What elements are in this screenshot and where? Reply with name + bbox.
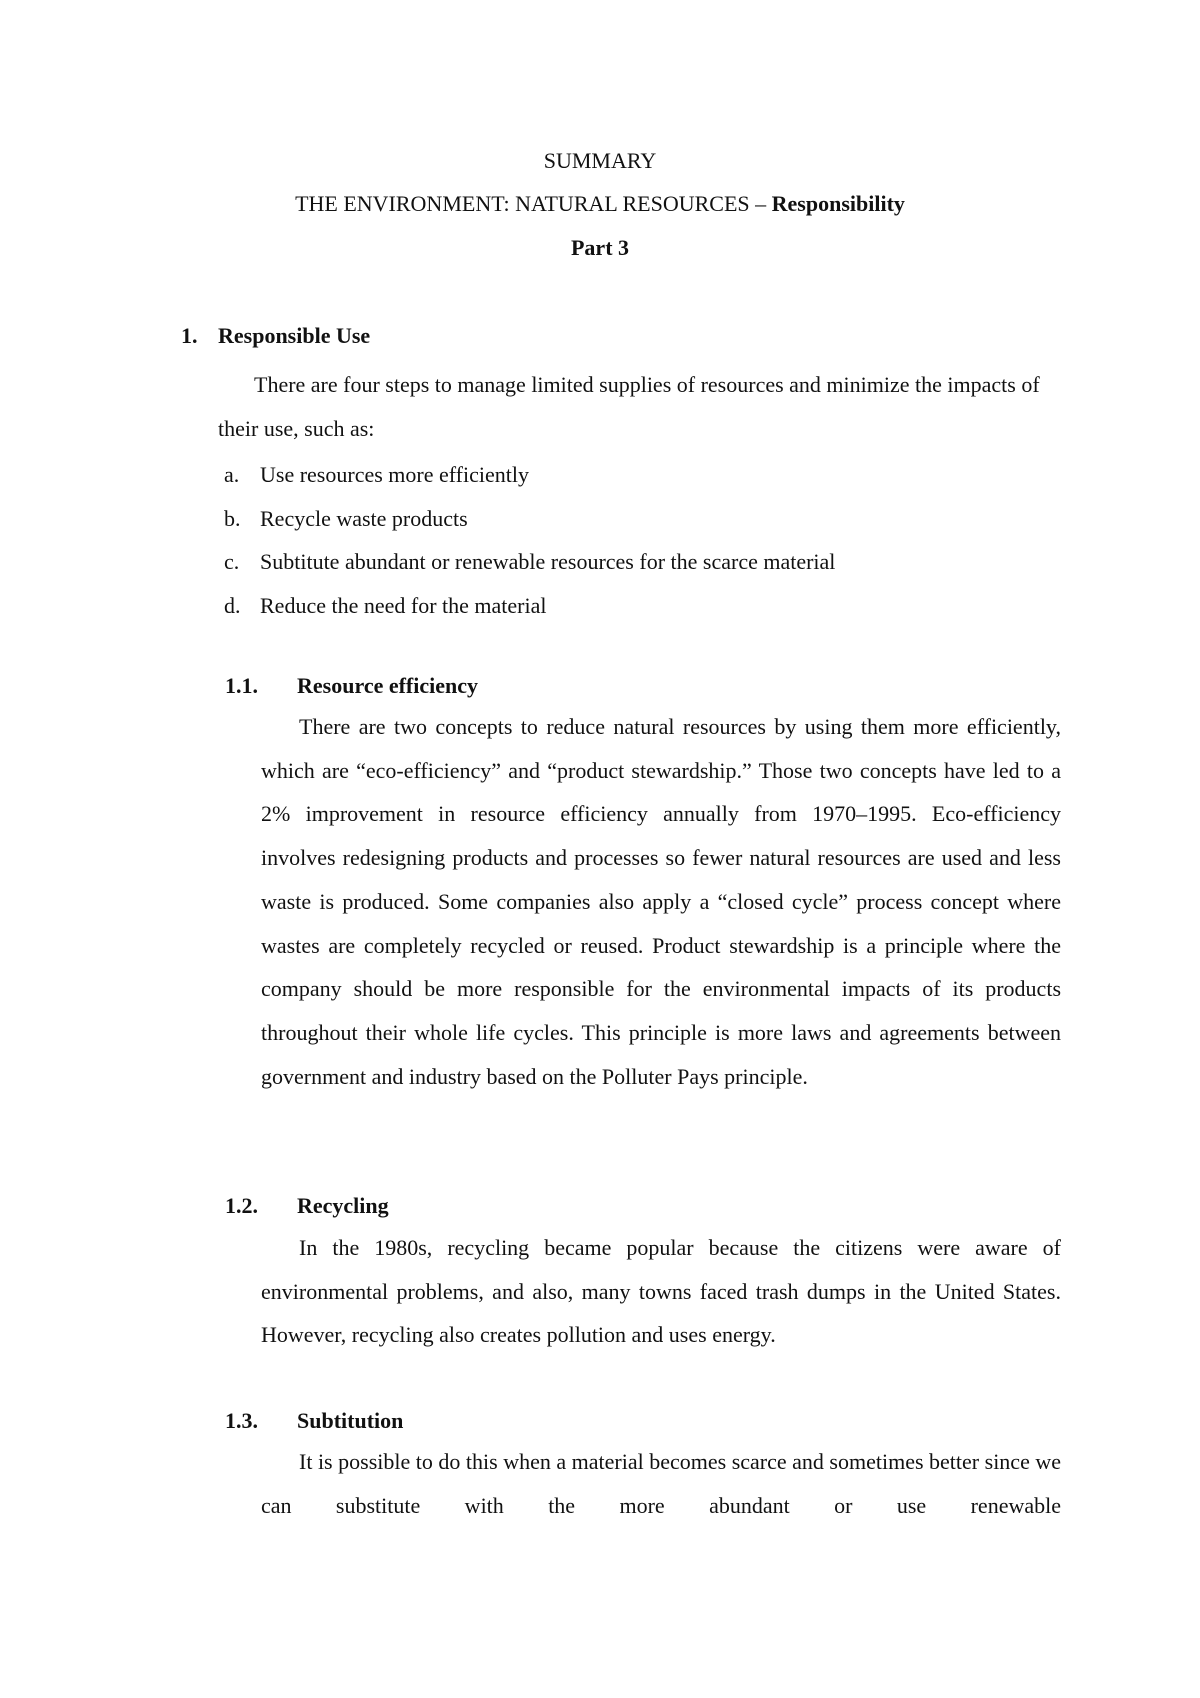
list-item-letter: d.	[224, 592, 241, 618]
resource-efficiency-paragraph: There are two concepts to reduce natural resources by using them more efficiently, which are “eco-efficiency” and “product stewardship.” Those two concepts have led to a 2% improvement in resource efficiency annually from 1970–1995. Eco-efficiency involves redesigning products and processes so fewer natural resources are used and less waste is produced. Some companies also apply a “closed cycle” process concept where wastes are completely recycled or reused. Product stewardship is a principle where the company should be more responsible for the environmental impacts of its products throughout their whole life cycles. This principle is more laws and agreements between government and industry based on the Polluter Pays principle.	[261, 714, 1061, 1089]
subsection-heading-resource-efficiency	[225, 673, 478, 699]
subsection-number: 1.3.	[225, 1408, 258, 1433]
section-heading-responsible-use	[181, 323, 370, 349]
list-item	[224, 540, 835, 584]
summary-title: SUMMARY	[543, 148, 657, 173]
list-item-text: Reduce the need for the material	[260, 592, 547, 618]
subsection-number: 1.1.	[225, 673, 258, 698]
list-item	[224, 584, 835, 628]
section-intro-text: There are four steps to manage limited supplies of resources and minimize the impacts of their use, such as:	[218, 372, 1040, 441]
list-item	[224, 453, 835, 497]
document-title-main: THE ENVIRONMENT: NATURAL RESOURCES –	[295, 191, 772, 216]
list-item-text: Recycle waste products	[260, 505, 468, 531]
subsection-heading-subtitution	[225, 1408, 403, 1434]
subsection-title: Recycling	[297, 1193, 389, 1218]
recycling-paragraph: In the 1980s, recycling became popular because the citizens were aware of environmental problems, and also, many towns faced trash dumps in the United States. However, recycling also creates pollution and uses energy.	[261, 1235, 1061, 1348]
list-item-text: Subtitute abundant or renewable resources for the scarce material	[260, 549, 836, 574]
subsection-title: Subtitution	[297, 1408, 404, 1433]
subsection-number: 1.2.	[225, 1193, 258, 1218]
list-item	[224, 497, 835, 541]
list-item-text: Use resources more efficiently	[260, 462, 529, 487]
document-title	[0, 191, 1200, 217]
list-item-letter: b.	[224, 505, 241, 531]
section-number: 1.	[181, 323, 198, 348]
section-intro-paragraph	[218, 363, 1061, 451]
section-title: Responsible Use	[218, 323, 371, 348]
list-item-letter: c.	[224, 549, 240, 574]
part-label: Part 3	[570, 235, 630, 260]
subsection-heading-recycling	[225, 1193, 389, 1219]
list-item-letter: a.	[224, 462, 240, 487]
subsection-title: Resource efficiency	[297, 673, 479, 698]
subtitution-paragraph: It is possible to do this when a material becomes scarce and sometimes better since we can substitute with the more abundant or use renewable	[261, 1449, 1061, 1518]
steps-list	[224, 453, 835, 627]
document-title-emphasis: Responsibility	[771, 191, 905, 216]
